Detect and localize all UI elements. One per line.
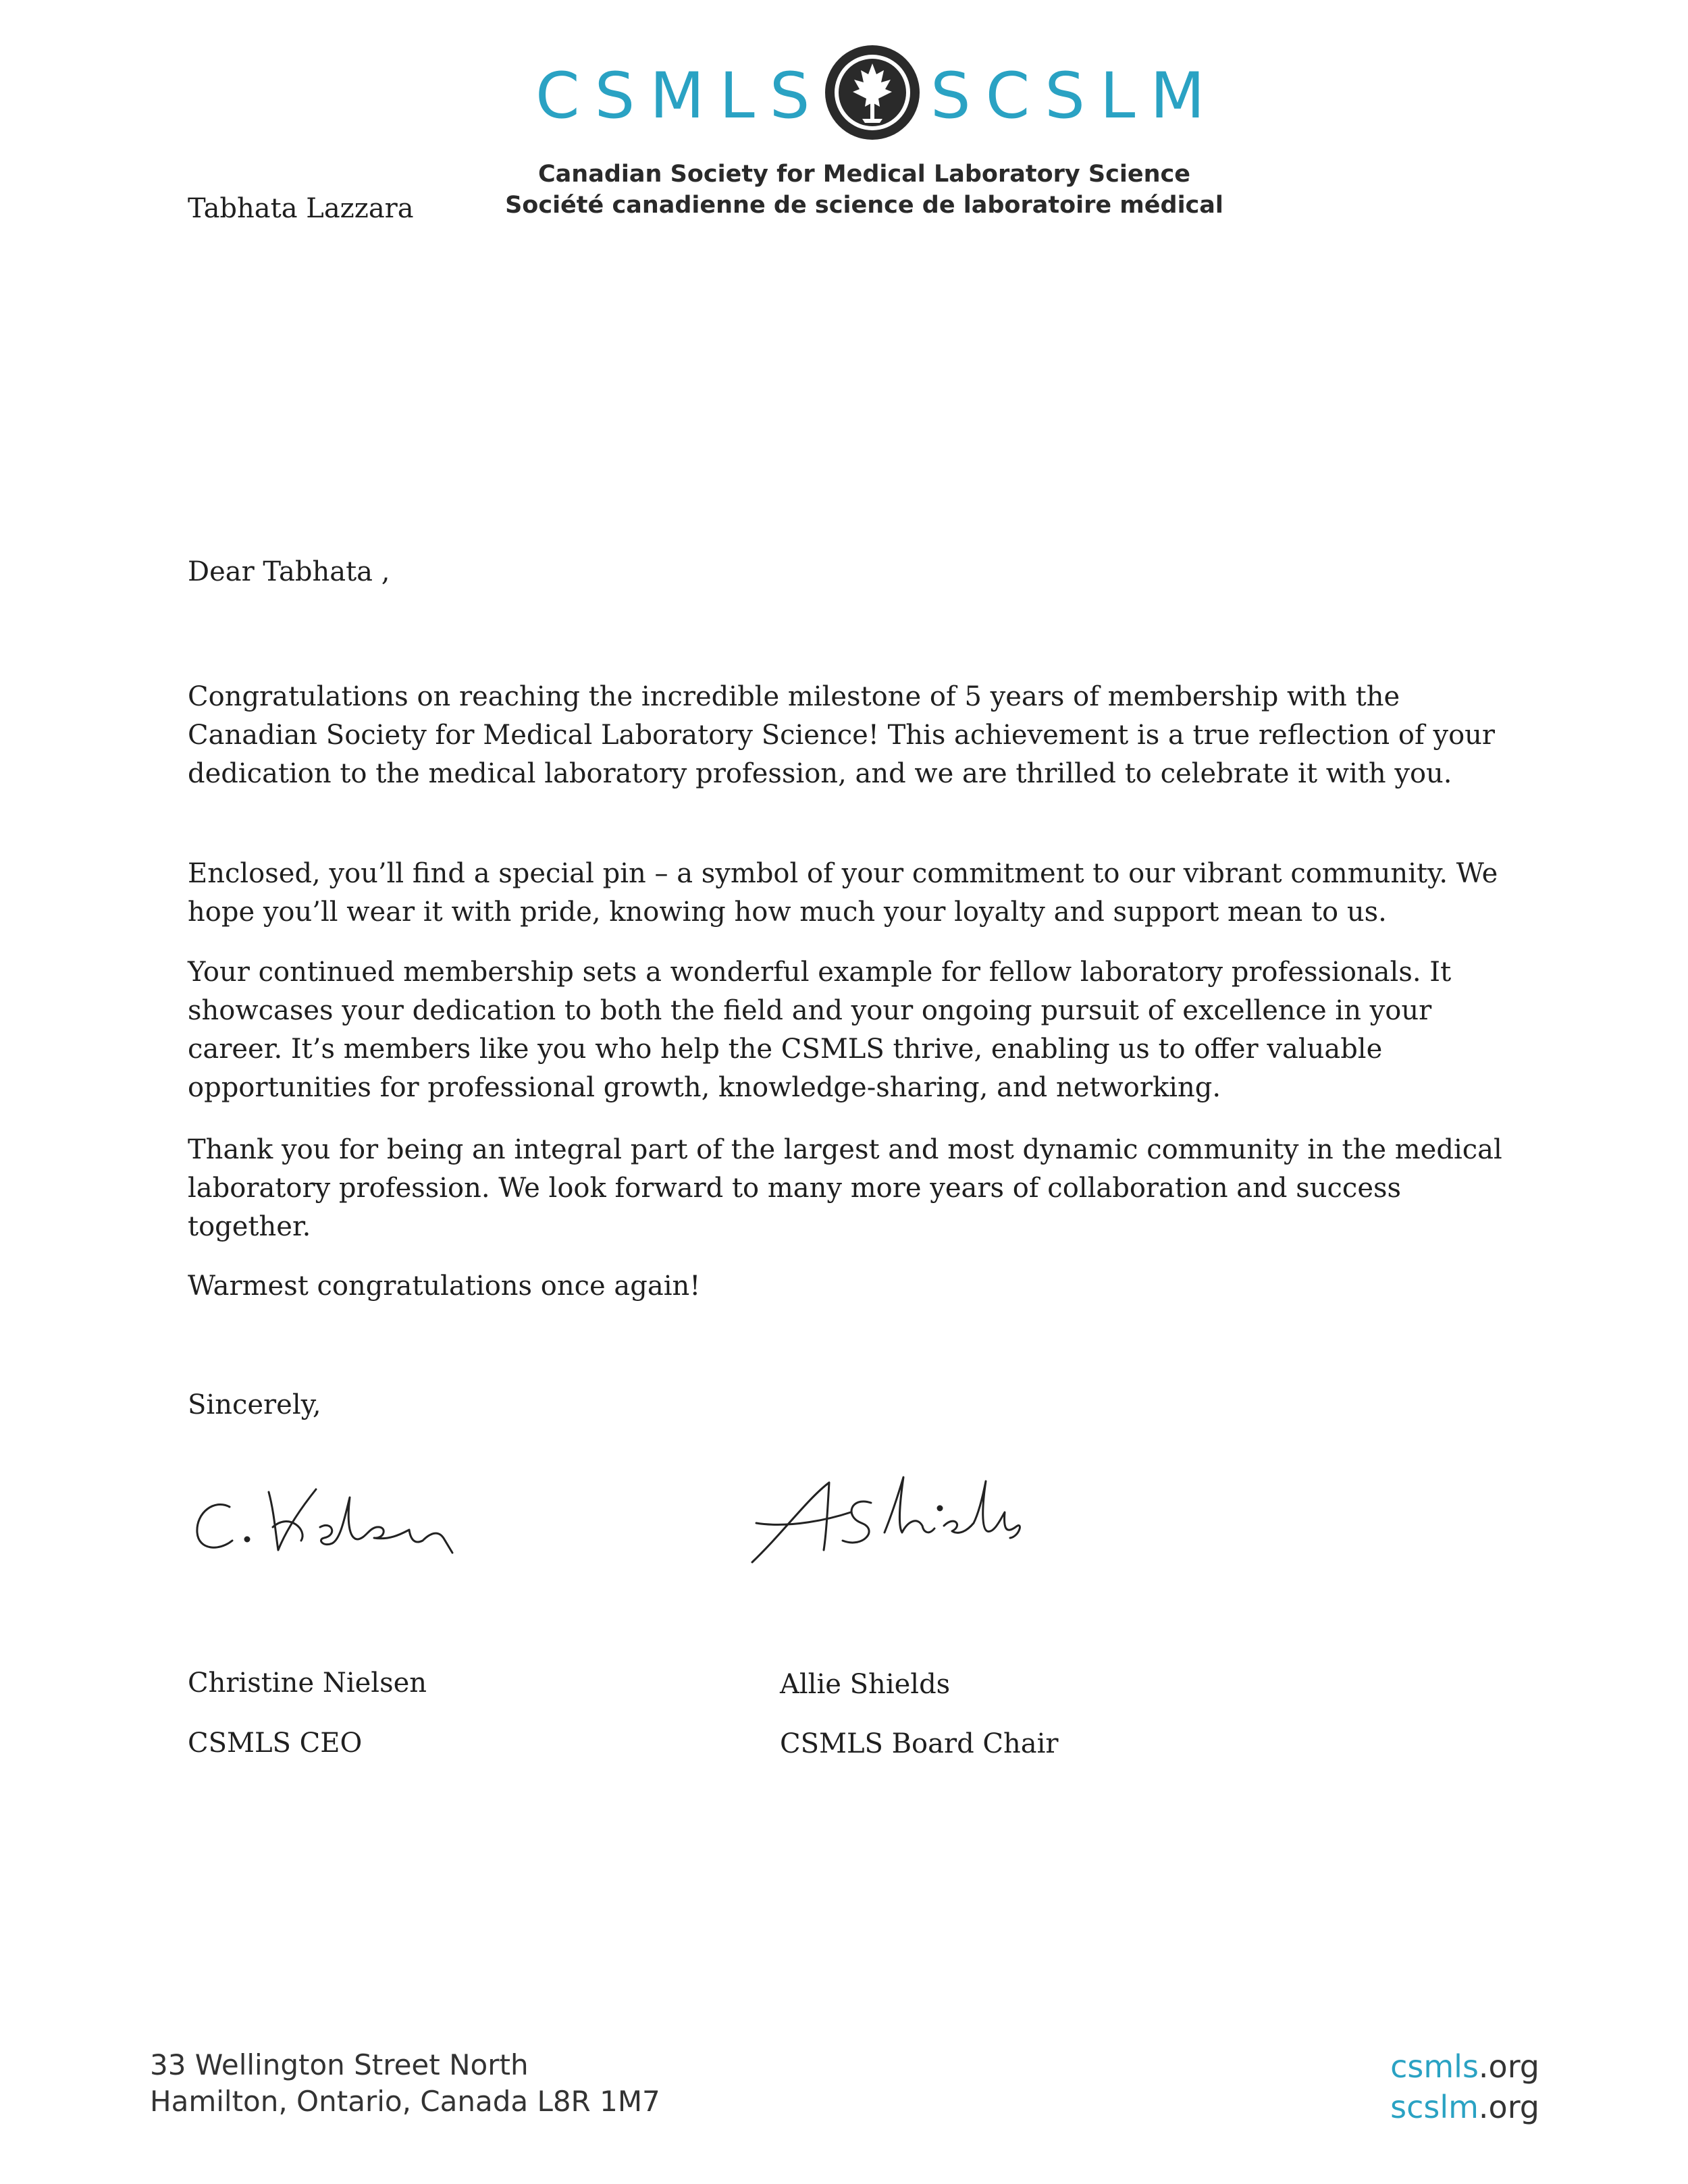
website-tld: .org (1478, 2089, 1539, 2125)
recipient-name: Tabhata Lazzara (188, 193, 414, 224)
footer-website-scslm[interactable] (1390, 2089, 1539, 2125)
society-name-english: Canadian Society for Medical Laboratory Science (538, 161, 1190, 188)
body-paragraph: Enclosed, you’ll find a special pin – a symbol of your commitment to our vibrant community. We hope you’ll wear it with pride, knowing how much your loyalty and support mean to us. (188, 858, 1498, 928)
logo-text-scslm: SCSLM (930, 59, 1220, 133)
signatory-name: Christine Nielsen (188, 1668, 427, 1699)
footer-website-csmls[interactable] (1390, 2048, 1539, 2085)
body-paragraph: Thank you for being an integral part of the largest and most dynamic community in the medical laboratory profession. We look forward to many more years of collaboration and success together. (188, 1134, 1502, 1242)
signature-christine-nielsen (188, 1465, 478, 1566)
closing: Sincerely, (188, 1389, 321, 1420)
society-emblem-icon (822, 42, 923, 143)
signatory-title: CSMLS Board Chair (780, 1728, 1059, 1759)
signatory-name: Allie Shields (780, 1669, 951, 1700)
signature-allie-shields (743, 1458, 1026, 1566)
footer-address-line2: Hamilton, Ontario, Canada L8R 1M7 (150, 2085, 660, 2118)
website-name: scslm (1390, 2089, 1479, 2125)
salutation: Dear Tabhata , (188, 556, 390, 587)
logo-text-csmls: CSMLS (535, 59, 825, 133)
footer-address-line1: 33 Wellington Street North (150, 2048, 529, 2081)
body-paragraph: Your continued membership sets a wonderful example for fellow laboratory professionals. It showcases your dedication to both the field and your ongoing pursuit of excellence in your career. It’s members like you who help the CSMLS thrive, enabling us to offer valuable opportunities for professional growth, knowledge-sharing, and networking. (188, 957, 1452, 1103)
body-paragraph: Warmest congratulations once again! (188, 1271, 701, 1302)
signatory-title: CSMLS CEO (188, 1728, 363, 1759)
body-paragraph: Congratulations on reaching the incredible milestone of 5 years of membership with the Canadian Society for Medical Laboratory Science! This achievement is a true reflection of your dedication to the medical laboratory profession, and we are thrilled to celebrate it with you. (188, 681, 1496, 789)
society-name-french: Société canadienne de science de laboratoire médical (505, 192, 1223, 219)
website-name: csmls (1390, 2048, 1479, 2085)
website-tld: .org (1478, 2048, 1539, 2085)
